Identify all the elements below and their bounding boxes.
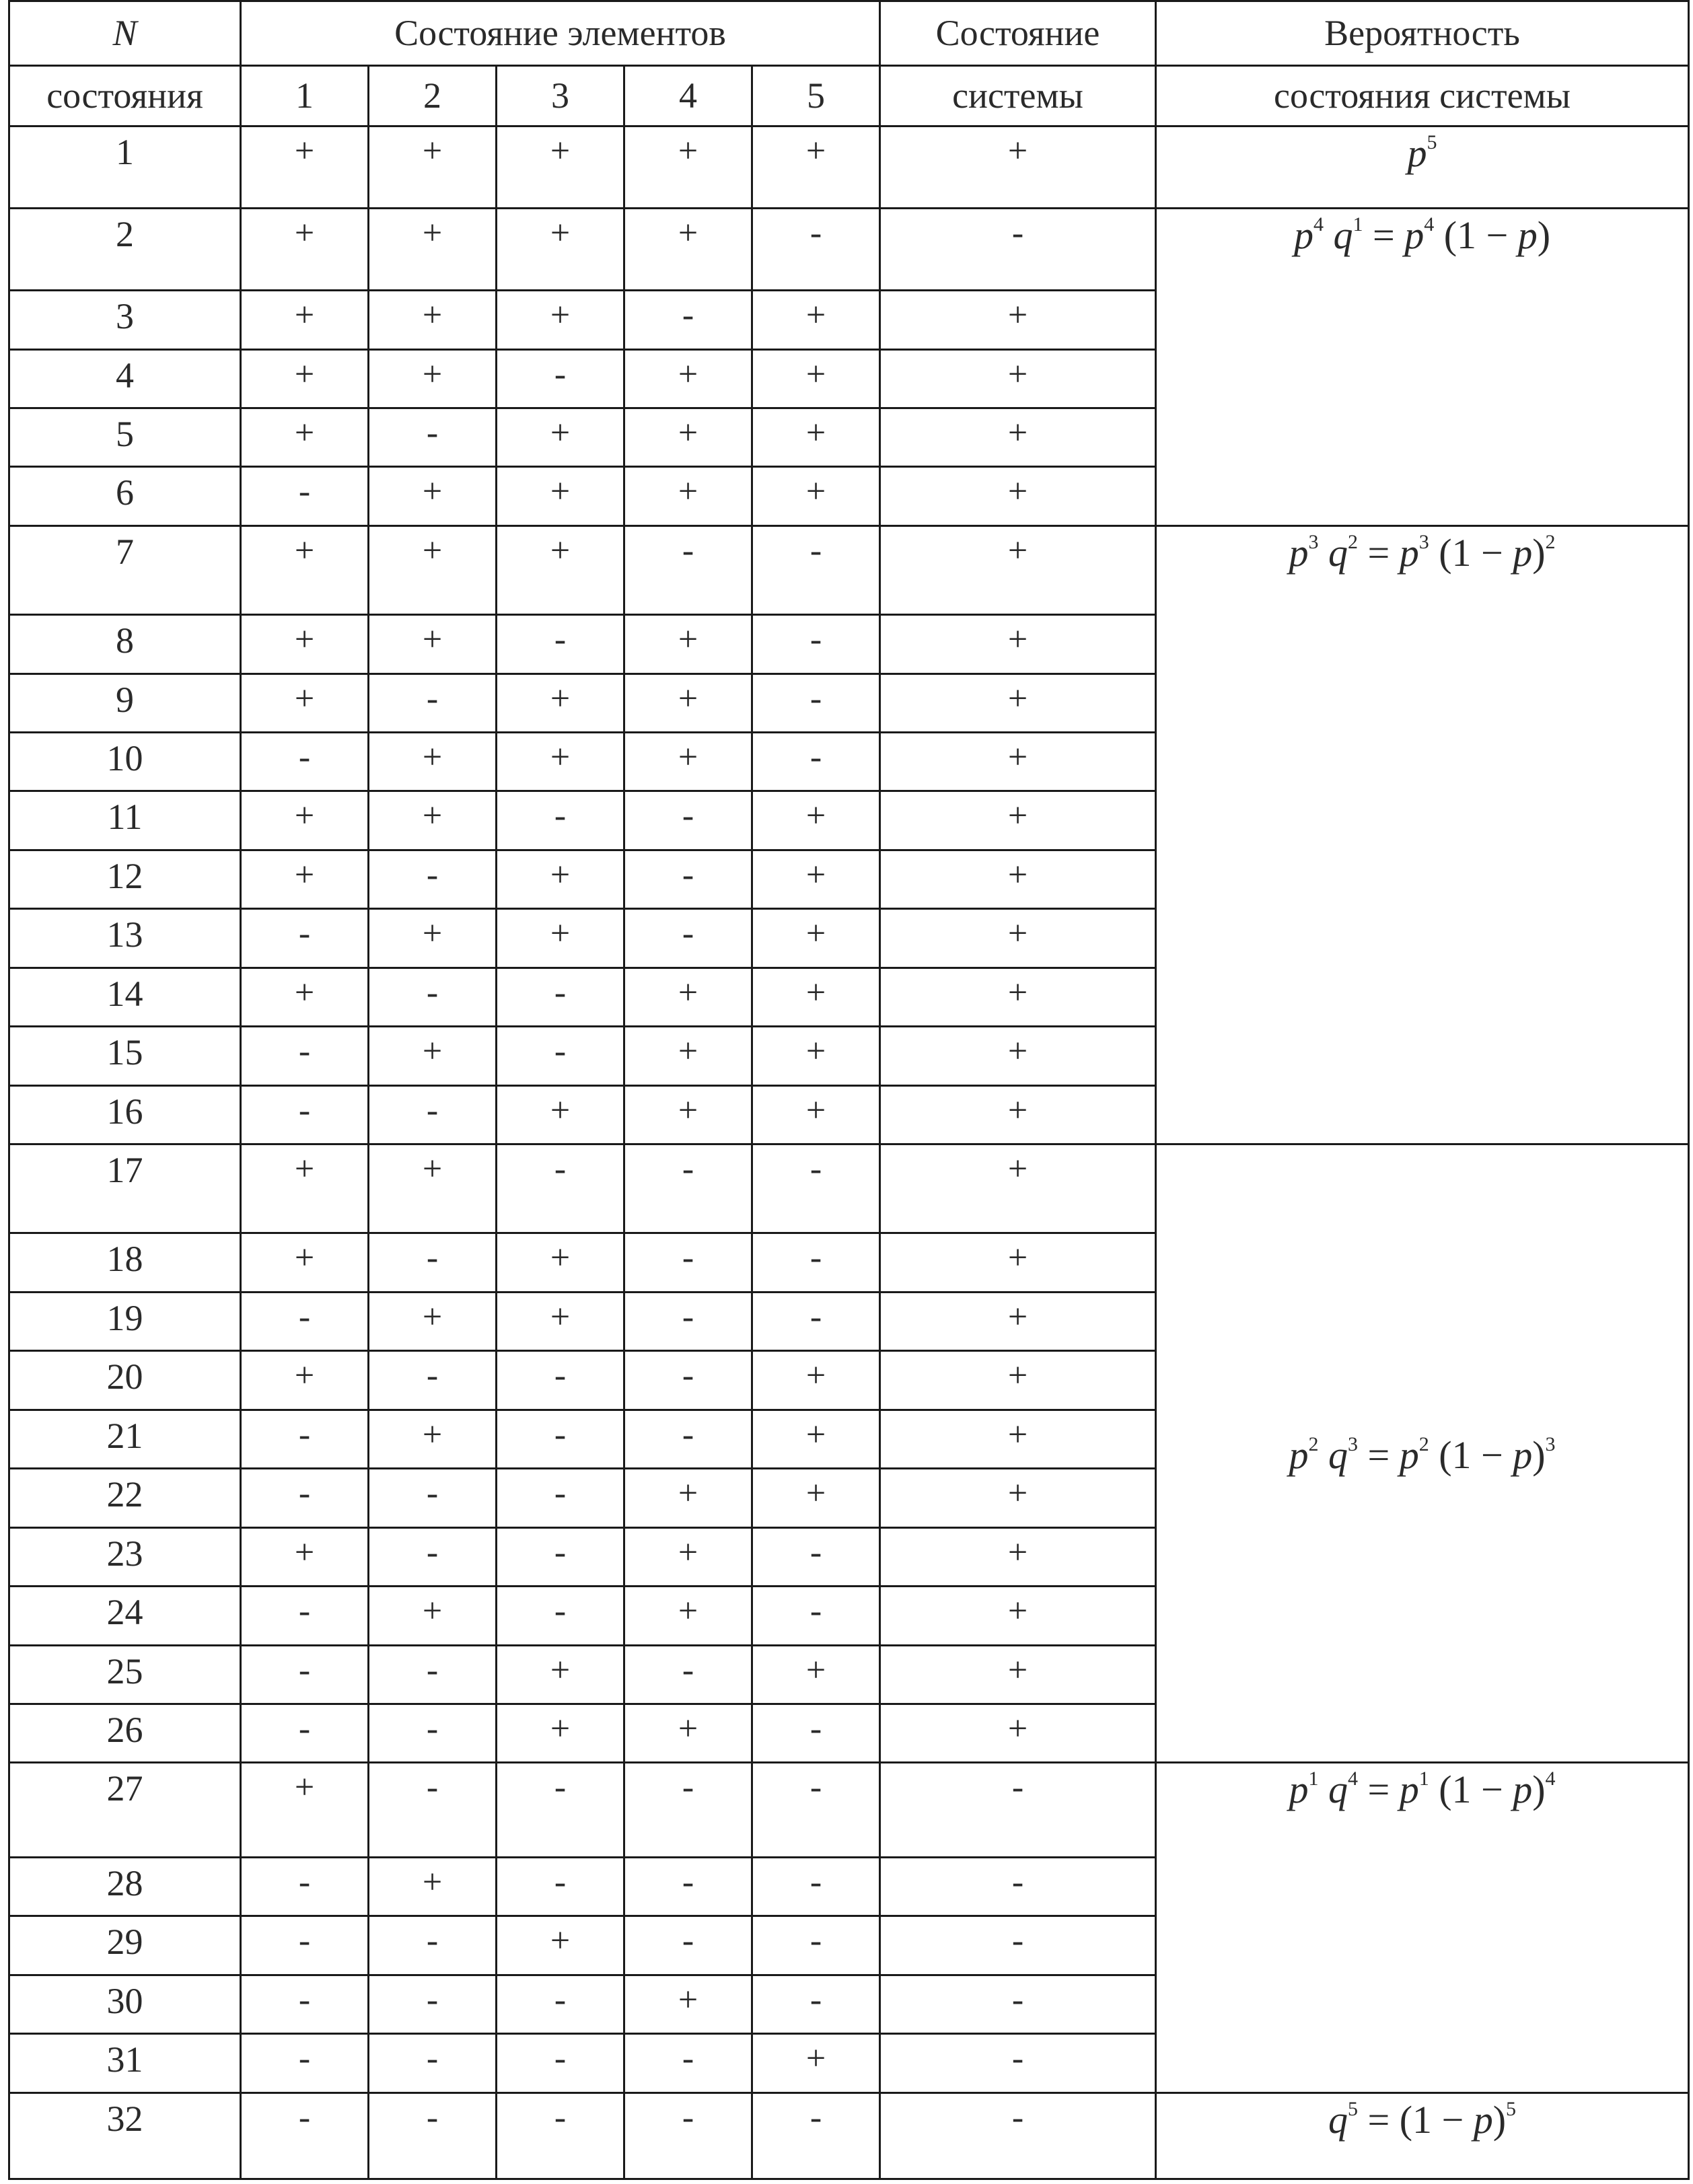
probability-cell: [1156, 2092, 1689, 2179]
system-state: -: [880, 209, 1156, 291]
element-5-state: -: [752, 525, 880, 614]
system-state: +: [880, 1527, 1156, 1586]
state-number: 21: [9, 1410, 241, 1468]
element-1-state: +: [241, 850, 369, 908]
element-3-state: -: [497, 1763, 624, 1857]
element-5-state: +: [752, 850, 880, 908]
element-1-state: +: [241, 349, 369, 408]
element-5-state: +: [752, 291, 880, 349]
element-2-state: -: [369, 1527, 497, 1586]
element-4-state: +: [624, 1027, 752, 1085]
element-3-state: +: [497, 291, 624, 349]
element-1-state: -: [241, 1410, 369, 1468]
element-3-state: -: [497, 968, 624, 1026]
state-number: 13: [9, 909, 241, 968]
element-4-state: -: [624, 2034, 752, 2092]
element-5-state: -: [752, 1916, 880, 1975]
element-2-state: +: [369, 1027, 497, 1085]
element-3-state: -: [497, 1144, 624, 1233]
probability-cell: [1156, 1763, 1689, 2092]
probability-formula: $p^2$ $q^3 = p^2$ $(1 - p)^3$: [1289, 1432, 1556, 1477]
element-3-state: -: [497, 1027, 624, 1085]
element-4-state: +: [624, 732, 752, 791]
element-3-state: +: [497, 850, 624, 908]
system-header-bottom: системы: [880, 66, 1156, 126]
system-state: +: [880, 1233, 1156, 1292]
element-number-3: 3: [497, 66, 624, 126]
element-2-state: +: [369, 791, 497, 850]
element-2-state: -: [369, 408, 497, 466]
element-1-state: -: [241, 2034, 369, 2092]
element-1-state: +: [241, 1527, 369, 1586]
system-state: +: [880, 850, 1156, 908]
element-4-state: -: [624, 1857, 752, 1916]
element-4-state: +: [624, 1704, 752, 1762]
state-number: 10: [9, 732, 241, 791]
table-body: [9, 126, 1689, 2179]
table-row: [9, 2092, 1689, 2179]
state-number: 24: [9, 1587, 241, 1645]
state-number: 25: [9, 1645, 241, 1704]
element-3-state: -: [497, 1975, 624, 2033]
element-2-state: +: [369, 1292, 497, 1350]
element-3-state: +: [497, 1704, 624, 1762]
element-2-state: +: [369, 126, 497, 209]
element-4-state: -: [624, 1144, 752, 1233]
element-5-state: +: [752, 349, 880, 408]
state-number: 20: [9, 1351, 241, 1410]
element-4-state: -: [624, 2092, 752, 2179]
state-number: 29: [9, 1916, 241, 1975]
element-2-state: -: [369, 1469, 497, 1527]
element-number-4: 4: [624, 66, 752, 126]
element-4-state: -: [624, 909, 752, 968]
prob-header-bottom: состояния системы: [1156, 66, 1689, 126]
element-5-state: -: [752, 674, 880, 732]
state-number: 26: [9, 1704, 241, 1762]
table-row: [9, 525, 1689, 614]
element-4-state: -: [624, 850, 752, 908]
state-number: 12: [9, 850, 241, 908]
state-number: 4: [9, 349, 241, 408]
element-4-state: -: [624, 791, 752, 850]
system-state: +: [880, 126, 1156, 209]
table-row: [9, 209, 1689, 291]
element-4-state: -: [624, 1763, 752, 1857]
element-2-state: +: [369, 209, 497, 291]
element-1-state: -: [241, 467, 369, 525]
element-2-state: -: [369, 2092, 497, 2179]
element-4-state: +: [624, 349, 752, 408]
element-4-state: -: [624, 1916, 752, 1975]
element-1-state: +: [241, 1763, 369, 1857]
system-state: +: [880, 1085, 1156, 1144]
element-1-state: +: [241, 968, 369, 1026]
element-2-state: -: [369, 968, 497, 1026]
element-5-state: -: [752, 1975, 880, 2033]
element-4-state: +: [624, 209, 752, 291]
element-2-state: -: [369, 1763, 497, 1857]
element-1-state: +: [241, 791, 369, 850]
element-4-state: -: [624, 1292, 752, 1350]
header-row-1: [9, 1, 1689, 66]
element-1-state: -: [241, 1916, 369, 1975]
element-1-state: -: [241, 1469, 369, 1527]
element-4-state: -: [624, 1645, 752, 1704]
element-1-state: -: [241, 1704, 369, 1762]
prob-header-top: Вероятность: [1156, 1, 1689, 66]
element-number-2: 2: [369, 66, 497, 126]
element-2-state: +: [369, 909, 497, 968]
element-4-state: -: [624, 525, 752, 614]
system-state: +: [880, 525, 1156, 614]
state-number: 11: [9, 791, 241, 850]
element-1-state: +: [241, 525, 369, 614]
element-1-state: +: [241, 1233, 369, 1292]
system-state: +: [880, 1144, 1156, 1233]
element-4-state: +: [624, 126, 752, 209]
element-2-state: -: [369, 850, 497, 908]
element-5-state: +: [752, 126, 880, 209]
element-2-state: +: [369, 467, 497, 525]
probability-cell: [1156, 209, 1689, 526]
table-row: [9, 126, 1689, 209]
system-state: +: [880, 349, 1156, 408]
element-4-state: -: [624, 1233, 752, 1292]
element-3-state: +: [497, 1233, 624, 1292]
system-state: -: [880, 1916, 1156, 1975]
table-row: [9, 1144, 1689, 1233]
element-2-state: -: [369, 2034, 497, 2092]
element-5-state: -: [752, 1704, 880, 1762]
system-state: -: [880, 1975, 1156, 2033]
element-2-state: -: [369, 1351, 497, 1410]
element-1-state: -: [241, 909, 369, 968]
system-state: +: [880, 732, 1156, 791]
state-number: 18: [9, 1233, 241, 1292]
element-1-state: +: [241, 209, 369, 291]
element-1-state: -: [241, 1857, 369, 1916]
element-5-state: -: [752, 732, 880, 791]
system-state: -: [880, 2034, 1156, 2092]
element-1-state: +: [241, 291, 369, 349]
element-4-state: +: [624, 1587, 752, 1645]
element-4-state: -: [624, 291, 752, 349]
element-4-state: +: [624, 968, 752, 1026]
state-number: 8: [9, 615, 241, 674]
system-state: +: [880, 1469, 1156, 1527]
state-number: 1: [9, 126, 241, 209]
element-1-state: -: [241, 1085, 369, 1144]
element-2-state: +: [369, 525, 497, 614]
system-state: +: [880, 968, 1156, 1026]
element-5-state: +: [752, 1410, 880, 1468]
state-number: 17: [9, 1144, 241, 1233]
element-3-state: -: [497, 1857, 624, 1916]
element-2-state: -: [369, 674, 497, 732]
element-3-state: -: [497, 2034, 624, 2092]
element-1-state: -: [241, 1975, 369, 2033]
element-2-state: -: [369, 1085, 497, 1144]
element-1-state: +: [241, 615, 369, 674]
element-3-state: +: [497, 1085, 624, 1144]
element-2-state: +: [369, 1587, 497, 1645]
state-number: 32: [9, 2092, 241, 2179]
element-3-state: -: [497, 615, 624, 674]
element-5-state: +: [752, 909, 880, 968]
element-3-state: +: [497, 909, 624, 968]
state-number: 5: [9, 408, 241, 466]
probability-formula: $p^4$ $q^1 = p^4$ (1 − p): [1293, 213, 1551, 258]
system-header-top: Состояние: [880, 1, 1156, 66]
element-5-state: -: [752, 1233, 880, 1292]
element-5-state: +: [752, 408, 880, 466]
system-state: +: [880, 1027, 1156, 1085]
element-1-state: -: [241, 1027, 369, 1085]
element-3-state: +: [497, 467, 624, 525]
system-state: -: [880, 1857, 1156, 1916]
element-2-state: -: [369, 1916, 497, 1975]
n-header: N: [9, 1, 241, 66]
element-4-state: +: [624, 1469, 752, 1527]
element-3-state: -: [497, 1410, 624, 1468]
system-state: +: [880, 1410, 1156, 1468]
element-5-state: +: [752, 467, 880, 525]
state-number: 22: [9, 1469, 241, 1527]
probability-formula: $p^5$: [1407, 131, 1437, 175]
states-table: [8, 0, 1690, 2180]
probability-cell: [1156, 1144, 1689, 1763]
element-4-state: +: [624, 1975, 752, 2033]
element-3-state: -: [497, 2092, 624, 2179]
element-3-state: -: [497, 1527, 624, 1586]
element-3-state: +: [497, 1645, 624, 1704]
n-subheader: состояния: [9, 66, 241, 126]
state-number: 16: [9, 1085, 241, 1144]
system-state: +: [880, 909, 1156, 968]
element-3-state: +: [497, 1292, 624, 1350]
element-number-1: 1: [241, 66, 369, 126]
probability-formula: $p^1$ $q^4 = p^1$ $(1 - p)^4$: [1289, 1768, 1556, 1812]
state-number: 15: [9, 1027, 241, 1085]
element-3-state: -: [497, 1587, 624, 1645]
element-2-state: +: [369, 1410, 497, 1468]
element-1-state: -: [241, 732, 369, 791]
element-4-state: -: [624, 1351, 752, 1410]
system-state: +: [880, 1292, 1156, 1350]
element-4-state: +: [624, 408, 752, 466]
element-3-state: +: [497, 525, 624, 614]
element-2-state: +: [369, 291, 497, 349]
element-4-state: +: [624, 674, 752, 732]
element-1-state: -: [241, 1587, 369, 1645]
element-3-state: +: [497, 408, 624, 466]
element-5-state: -: [752, 1527, 880, 1586]
element-1-state: +: [241, 1144, 369, 1233]
element-5-state: +: [752, 1645, 880, 1704]
state-number: 7: [9, 525, 241, 614]
element-5-state: -: [752, 1857, 880, 1916]
element-5-state: -: [752, 615, 880, 674]
probability-formula: $p^3$ $q^2 = p^3$ $(1 - p)^2$: [1289, 530, 1556, 575]
element-3-state: -: [497, 349, 624, 408]
element-1-state: +: [241, 674, 369, 732]
system-state: +: [880, 1351, 1156, 1410]
probability-formula: $q^5 = (1 - p)^5$: [1328, 2097, 1517, 2142]
element-4-state: -: [624, 1410, 752, 1468]
state-number: 23: [9, 1527, 241, 1586]
system-state: +: [880, 408, 1156, 466]
element-5-state: +: [752, 1351, 880, 1410]
element-2-state: -: [369, 1645, 497, 1704]
table-row: [9, 1763, 1689, 1857]
element-3-state: -: [497, 791, 624, 850]
element-5-state: +: [752, 1027, 880, 1085]
state-number: 30: [9, 1975, 241, 2033]
element-5-state: +: [752, 791, 880, 850]
system-state: -: [880, 2092, 1156, 2179]
element-1-state: -: [241, 1645, 369, 1704]
element-1-state: +: [241, 408, 369, 466]
system-state: +: [880, 791, 1156, 850]
element-3-state: +: [497, 209, 624, 291]
system-state: +: [880, 1587, 1156, 1645]
system-state: +: [880, 1645, 1156, 1704]
state-number: 3: [9, 291, 241, 349]
element-2-state: +: [369, 615, 497, 674]
element-3-state: +: [497, 674, 624, 732]
state-number: 14: [9, 968, 241, 1026]
element-3-state: +: [497, 1916, 624, 1975]
element-4-state: +: [624, 615, 752, 674]
element-5-state: -: [752, 209, 880, 291]
element-5-state: +: [752, 2034, 880, 2092]
element-3-state: -: [497, 1469, 624, 1527]
system-state: +: [880, 674, 1156, 732]
element-2-state: +: [369, 349, 497, 408]
element-1-state: -: [241, 1292, 369, 1350]
element-3-state: -: [497, 1351, 624, 1410]
element-5-state: -: [752, 1144, 880, 1233]
element-5-state: +: [752, 1469, 880, 1527]
element-3-state: +: [497, 732, 624, 791]
element-1-state: +: [241, 126, 369, 209]
element-2-state: +: [369, 732, 497, 791]
state-number: 6: [9, 467, 241, 525]
element-2-state: -: [369, 1975, 497, 2033]
element-5-state: -: [752, 1292, 880, 1350]
system-state: +: [880, 1704, 1156, 1762]
element-5-state: +: [752, 968, 880, 1026]
element-5-state: +: [752, 1085, 880, 1144]
state-number: 19: [9, 1292, 241, 1350]
state-number: 2: [9, 209, 241, 291]
element-1-state: +: [241, 1351, 369, 1410]
probability-cell: [1156, 525, 1689, 1144]
element-4-state: +: [624, 1527, 752, 1586]
system-state: +: [880, 467, 1156, 525]
elements-header: Состояние элементов: [241, 1, 880, 66]
element-5-state: -: [752, 2092, 880, 2179]
element-4-state: +: [624, 467, 752, 525]
system-state: +: [880, 615, 1156, 674]
element-2-state: +: [369, 1857, 497, 1916]
element-4-state: +: [624, 1085, 752, 1144]
element-number-5: 5: [752, 66, 880, 126]
element-2-state: +: [369, 1144, 497, 1233]
element-1-state: -: [241, 2092, 369, 2179]
element-2-state: -: [369, 1704, 497, 1762]
state-number: 27: [9, 1763, 241, 1857]
state-number: 9: [9, 674, 241, 732]
system-state: -: [880, 1763, 1156, 1857]
state-number: 28: [9, 1857, 241, 1916]
element-5-state: -: [752, 1587, 880, 1645]
state-number: 31: [9, 2034, 241, 2092]
element-3-state: +: [497, 126, 624, 209]
probability-cell: [1156, 126, 1689, 209]
element-5-state: -: [752, 1763, 880, 1857]
system-state: +: [880, 291, 1156, 349]
header-row-2: [9, 66, 1689, 126]
element-2-state: -: [369, 1233, 497, 1292]
